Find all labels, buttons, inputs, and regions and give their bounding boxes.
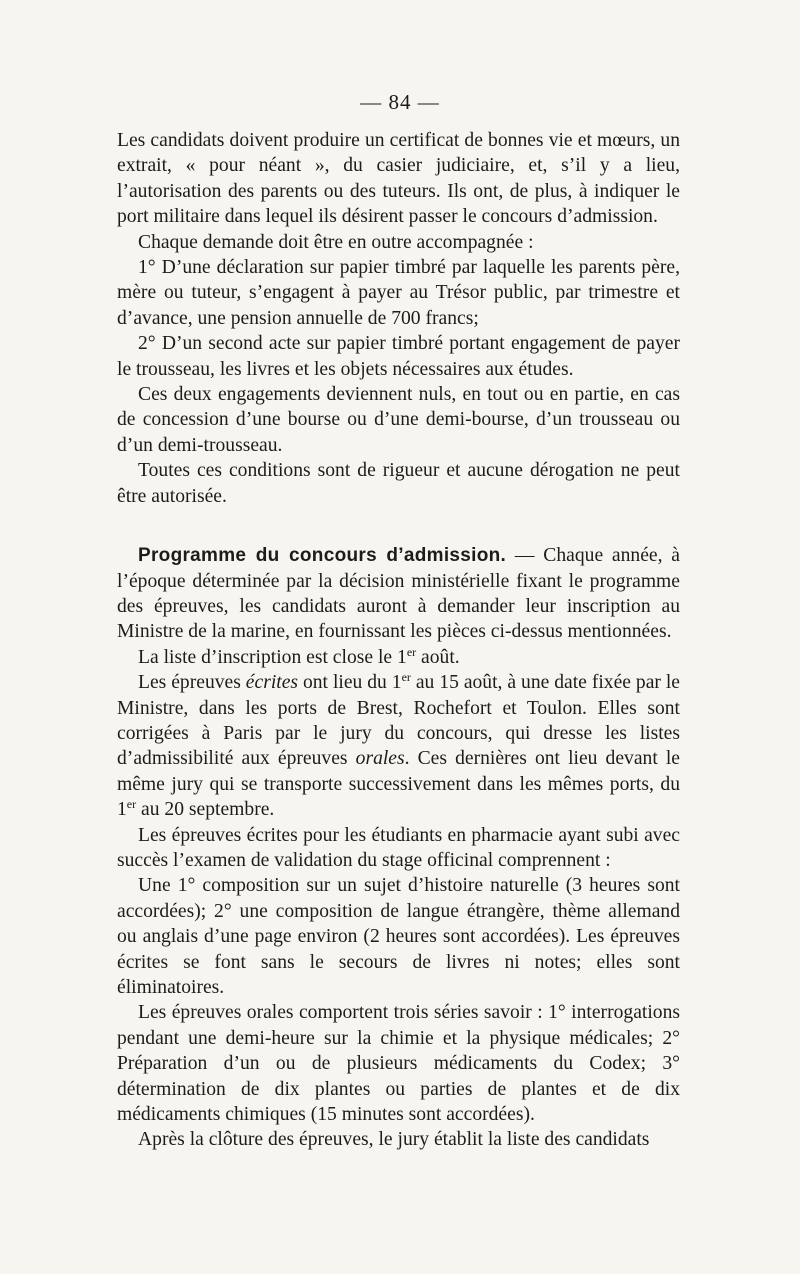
emphasis-written: écrites bbox=[245, 672, 299, 694]
registration-text-b: août. bbox=[416, 646, 460, 668]
section-gap bbox=[117, 509, 680, 543]
superscript: er bbox=[126, 797, 137, 812]
paragraph-oral-exams: Les épreuves orales comportent trois séries savoir : 1° interrogations pendant une demi-heure sur la chimie et la physique médicales; 2° Préparation d’un ou de plusieurs médicaments du Codex; 3° détermination de dix plantes ou parties de plantes et de dix médicaments chimiques (15 minutes sont accordées). bbox=[117, 1002, 680, 1126]
paragraph-request-intro: Chaque demande doit être en outre accompagnée : bbox=[138, 231, 534, 253]
paragraph-second-act: 2° D’un second acte sur papier timbré portant engagement de payer le trousseau, les livres et les objets nécessaires aux études. bbox=[117, 333, 680, 380]
written-text-d: . Ces dernières ont lieu devant le même jury qui se transporte successivement dans les mêmes ports, du 1 bbox=[117, 748, 680, 821]
programme-text: — Chaque année, à l’époque déterminée par la décision ministérielle fixant le programme des épreuves, les candidats auront à demander leur inscription au Ministre de la marine, en fournissant les pièces ci-dessus mentionnées. bbox=[117, 545, 680, 643]
section-heading: Programme du concours d’admission. bbox=[138, 545, 507, 567]
paragraph-declaration: 1° D’une déclaration sur papier timbré par laquelle les parents père, mère ou tuteur, s’engagent à payer au Trésor public, par trimestre et d’avance, une pension annuelle de 700 francs; bbox=[117, 257, 680, 329]
paragraph-programme bbox=[117, 543, 680, 645]
superscript: er bbox=[401, 670, 411, 685]
paragraph-compositions: Une 1° composition sur un sujet d’histoire naturelle (3 heures sont accordées); 2° une composition de langue étrangère, thème allemand ou anglais d’une page environ (2 heures sont accordées). Les épreuves écrites se font sans le secours de livres ni notes; elles sont éliminatoires. bbox=[117, 875, 680, 998]
paragraph-engagements: Ces deux engagements deviennent nuls, en tout ou en partie, en cas de concession d’une bourse ou d’une demi-bourse, d’un trousseau ou d’un demi-trousseau. bbox=[117, 384, 680, 456]
paragraph-certificates: Les candidats doivent produire un certificat de bonnes vie et mœurs, un extrait, « pour néant », du casier judiciaire, et, s’il y a lieu, l’autorisation des parents ou des tuteurs. Ils ont, de plus, à indiquer le port militaire dans lequel ils désirent passer le concours d’admission. bbox=[117, 130, 680, 228]
paragraph-pharmacy-students: Les épreuves écrites pour les étudiants en pharmacie ayant subi avec succès l’examen de validation du stage officinal comprennent : bbox=[117, 824, 680, 871]
paragraph-registration-list bbox=[117, 645, 680, 670]
written-text-c: au 15 août, à une date fixée par le Ministre, dans les ports de Brest, Rochefort et Toulon. Elles sont corrigées à Paris par le jury du concours, qui dresse les listes d’admissibilité aux épreuves bbox=[117, 672, 681, 770]
written-text-a: Les épreuves bbox=[138, 672, 246, 694]
body-text bbox=[117, 128, 680, 1153]
page-number: — 84 — bbox=[360, 90, 440, 114]
written-text-b: ont lieu du 1 bbox=[298, 672, 402, 694]
paragraph-closing: Après la clôture des épreuves, le jury établit la liste des candidats bbox=[138, 1129, 650, 1151]
paragraph-conditions: Toutes ces conditions sont de rigueur et aucune dérogation ne peut être autorisée. bbox=[117, 460, 680, 507]
emphasis-oral: orales bbox=[355, 748, 405, 770]
registration-text-a: La liste d’inscription est close le 1 bbox=[138, 646, 407, 668]
superscript: er bbox=[406, 644, 417, 659]
written-text-e: au 20 septembre. bbox=[136, 799, 275, 821]
paragraph-written-exams bbox=[117, 670, 680, 822]
